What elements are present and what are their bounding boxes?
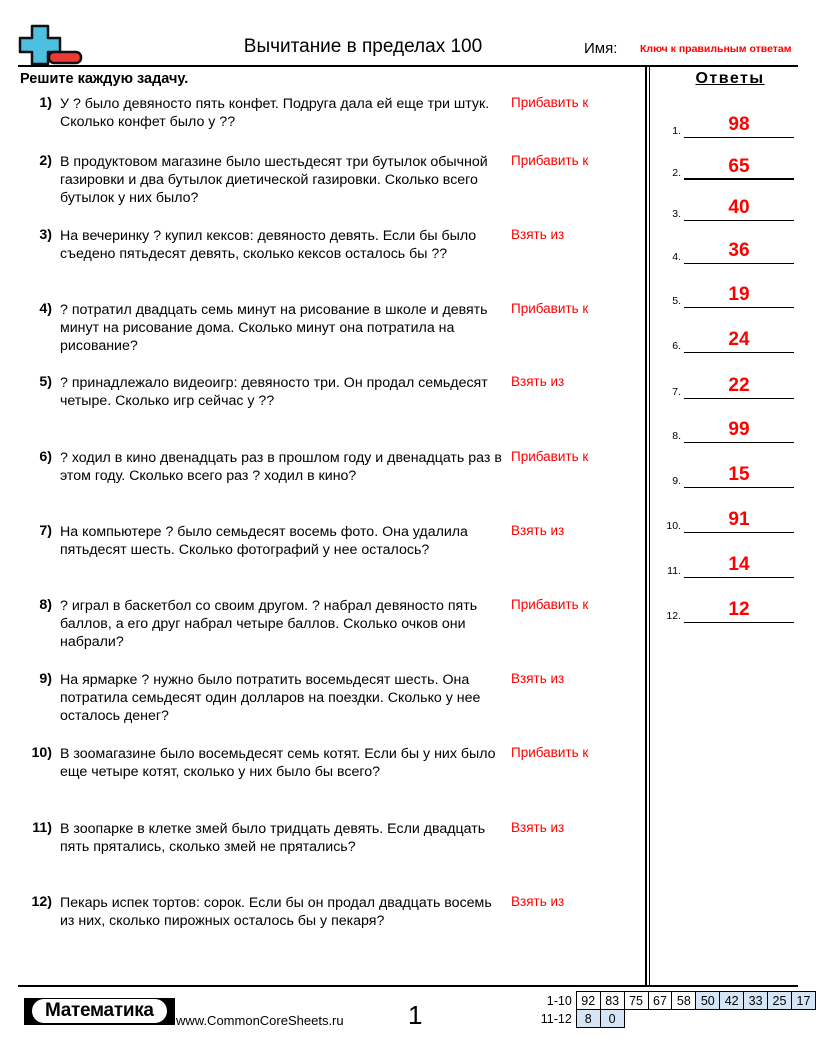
score-table-row — [530, 992, 816, 1010]
answer-row — [655, 445, 805, 490]
score-cell: 33 — [744, 992, 768, 1010]
problem-text: В продуктовом магазине было шестьдесят три бутылок обычной газировки и два бутылок диетической газировки. Сколько всего бутылок у них было? — [60, 154, 488, 206]
site-url: www.CommonCoreSheets.ru — [176, 1013, 344, 1028]
problem-item — [20, 374, 635, 449]
answer-key-badge: Ключ к правильным ответам — [640, 43, 792, 55]
page-number: 1 — [408, 1000, 423, 1030]
problem-text: Пекарь испек тортов: сорок. Если бы он продал двадцать восемь из них, сколько пирожных осталось бы у пекаря? — [60, 895, 492, 929]
problem-operation: Прибавить к — [511, 597, 589, 612]
answer-row — [655, 310, 805, 355]
answer-blank-line[interactable] — [684, 220, 794, 222]
answer-blank-line[interactable] — [684, 442, 794, 444]
score-table-row — [530, 1010, 816, 1028]
score-cell-empty — [720, 1010, 744, 1028]
problem-item — [20, 820, 635, 894]
answer-blank-line[interactable] — [684, 263, 794, 265]
answer-row — [655, 140, 805, 182]
answer-number: 6. — [672, 340, 681, 352]
problem-operation: Прибавить к — [511, 301, 589, 316]
answer-value: 15 — [728, 464, 750, 485]
score-cell: 25 — [768, 992, 792, 1010]
answer-value: 19 — [728, 284, 750, 305]
problem-operation: Взять из — [511, 227, 565, 242]
problem-number: 3) — [39, 227, 52, 243]
problem-text: У ? было девяносто пять конфет. Подруга дала ей еще три штук. Сколько конфет было у ?? — [60, 96, 490, 130]
answer-number: 9. — [672, 475, 681, 487]
problem-text: В зоопарке в клетке змей было тридцать девять. Если двадцать пять прятались, сколько змей не прятались? — [60, 821, 486, 855]
answer-value: 65 — [728, 155, 750, 177]
answer-value: 24 — [728, 329, 750, 350]
answer-number: 2. — [672, 166, 681, 179]
answer-number: 1. — [672, 125, 681, 137]
score-cell-empty — [672, 1010, 696, 1028]
answer-number: 7. — [672, 386, 681, 398]
problem-operation: Взять из — [511, 894, 565, 909]
answer-row — [655, 182, 805, 224]
score-cell: 0 — [600, 1010, 624, 1028]
answer-row — [655, 401, 805, 445]
problem-number: 11) — [32, 820, 52, 836]
answer-number: 12. — [666, 610, 681, 622]
answer-blank-line[interactable] — [684, 487, 794, 489]
problem-text: ? ходил в кино двенадцать раз в прошлом году и двенадцать раз в этом году. Сколько всего раз ? ходил в кино? — [60, 450, 502, 484]
problem-number: 10) — [31, 745, 52, 761]
answer-value: 98 — [728, 114, 750, 135]
answer-blank-line[interactable] — [684, 307, 794, 309]
answer-blank-line[interactable] — [684, 532, 794, 534]
problem-operation: Взять из — [511, 523, 565, 538]
problem-text: На компьютере ? было семьдесят восемь фото. Она удалила пятьдесят шесть. Сколько фотографий у нее осталось? — [60, 524, 468, 558]
score-range-label: 11-12 — [540, 1011, 572, 1026]
problem-text: В зоомагазине было восемьдесят семь котят. Если бы у них было еще четыре котят, сколько у них было бы всего? — [60, 746, 496, 780]
answer-blank-line[interactable] — [684, 352, 794, 354]
answer-value: 14 — [728, 554, 750, 575]
answer-value: 12 — [728, 599, 750, 620]
answer-number: 8. — [672, 430, 681, 442]
answer-number: 5. — [672, 295, 681, 307]
column-divider — [645, 67, 650, 985]
directions-text: Решите каждую задачу. — [20, 71, 189, 87]
score-cell: 58 — [672, 992, 696, 1010]
problem-operation: Взять из — [511, 820, 565, 835]
problem-number: 6) — [39, 449, 52, 465]
answer-row — [655, 580, 805, 625]
problem-item — [20, 95, 635, 153]
answer-value: 22 — [728, 375, 750, 396]
answer-blank-line[interactable] — [684, 178, 794, 180]
score-cell-empty — [624, 1010, 648, 1028]
problem-number: 2) — [39, 153, 52, 169]
answer-value: 36 — [728, 240, 750, 261]
problem-item — [20, 301, 635, 374]
problem-number: 12) — [31, 894, 52, 910]
answer-value: 99 — [728, 419, 750, 440]
score-table — [530, 991, 816, 1028]
answer-value: 91 — [728, 509, 750, 530]
answer-blank-line[interactable] — [684, 622, 794, 624]
problem-text: На вечеринку ? купил кексов: девяносто девять. Если бы было съедено пятьдесят девять, сколько кексов осталось бы ?? — [60, 228, 477, 262]
plus-minus-icon — [18, 22, 96, 66]
score-cell: 42 — [720, 992, 744, 1010]
problem-item — [20, 894, 635, 954]
score-cell: 17 — [791, 992, 815, 1010]
answer-row — [655, 266, 805, 310]
problem-number: 1) — [39, 95, 52, 111]
score-cell: 67 — [648, 992, 672, 1010]
problem-item — [20, 671, 635, 745]
answer-row — [655, 355, 805, 401]
page-header — [18, 18, 798, 66]
problem-operation: Прибавить к — [511, 95, 589, 110]
problem-number: 9) — [39, 671, 52, 687]
score-cell-empty — [648, 1010, 672, 1028]
problem-operation: Прибавить к — [511, 449, 589, 464]
problem-item — [20, 745, 635, 820]
problem-operation: Взять из — [511, 374, 565, 389]
answer-number: 4. — [672, 251, 681, 263]
answer-blank-line[interactable] — [684, 577, 794, 579]
score-cell: 83 — [600, 992, 624, 1010]
footer-divider — [18, 985, 798, 987]
problems-list — [20, 95, 635, 954]
score-cell-empty — [696, 1010, 720, 1028]
header-divider — [18, 65, 798, 67]
answer-blank-line[interactable] — [684, 137, 794, 139]
brand-label: Математика — [32, 999, 167, 1023]
answer-number: 3. — [672, 208, 681, 220]
score-cell: 8 — [576, 1010, 600, 1028]
answers-title: Ответы — [695, 70, 765, 87]
answer-value: 40 — [728, 197, 750, 218]
problem-item — [20, 153, 635, 227]
brand-badge — [24, 998, 175, 1025]
problem-text: ? принадлежало видеоигр: девяносто три. Он продал семьдесят четыре. Сколько игр сейчас у ?? — [60, 375, 488, 409]
answer-number: 11. — [667, 565, 681, 577]
problem-text: На ярмарке ? нужно было потратить восемьдесят шесть. Она потратила семьдесят один долларов на поездки. Сколько у нее осталось денег? — [60, 672, 481, 724]
problem-operation: Взять из — [511, 671, 565, 686]
answers-column — [655, 70, 805, 625]
problem-number: 5) — [39, 374, 52, 390]
name-label: Имя: — [584, 40, 618, 57]
problem-item — [20, 227, 635, 301]
problem-text: ? играл в баскетбол со своим другом. ? набрал девяносто пять баллов, а его друг набрал четыре баллов. Сколько очков они набрали? — [60, 598, 478, 650]
answer-number: 10. — [666, 520, 681, 532]
score-cell-empty — [768, 1010, 792, 1028]
score-cell: 92 — [576, 992, 600, 1010]
answer-row — [655, 223, 805, 266]
problem-number: 7) — [39, 523, 52, 539]
score-cell-empty — [744, 1010, 768, 1028]
answer-blank-line[interactable] — [684, 398, 794, 400]
score-cell: 50 — [696, 992, 720, 1010]
problem-operation: Прибавить к — [511, 153, 589, 168]
problem-number: 8) — [39, 597, 52, 613]
problem-number: 4) — [39, 301, 52, 317]
problem-text: ? потратил двадцать семь минут на рисование в школе и девять минут на рисование дома. Сколько минут она потратила на рисование? — [60, 302, 488, 354]
score-cell: 75 — [624, 992, 648, 1010]
answer-row — [655, 490, 805, 535]
problem-item — [20, 523, 635, 597]
score-cell-empty — [791, 1010, 815, 1028]
page-title: Вычитание в пределах 100 — [243, 36, 483, 57]
answer-row — [655, 90, 805, 140]
problem-item — [20, 597, 635, 671]
answer-row — [655, 535, 805, 580]
problem-operation: Прибавить к — [511, 745, 589, 760]
problem-item — [20, 449, 635, 523]
score-range-label: 1-10 — [546, 993, 572, 1008]
